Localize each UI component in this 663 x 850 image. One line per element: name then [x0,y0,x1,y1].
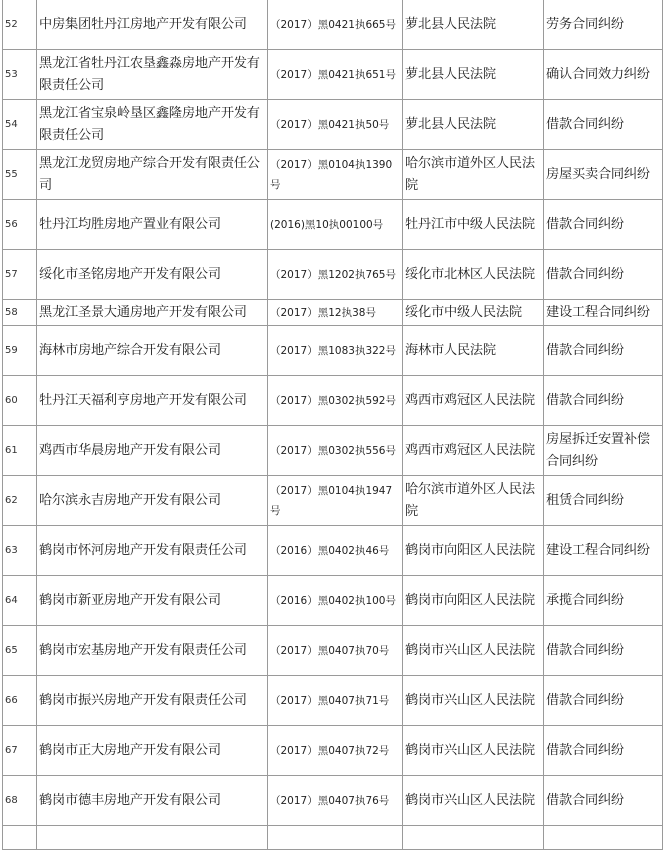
table-row [3,726,663,776]
company-name: 黑龙江省宝泉岭垦区鑫隆房地产开发有限责任公司 [37,100,268,150]
company-name: 绥化市圣铭房地产开发有限公司 [37,250,268,300]
table-row [3,250,663,300]
table-row [3,526,663,576]
company-name: 鹤岗市新亚房地产开发有限公司 [37,576,268,626]
case-type: 借款合同纠纷 [544,776,663,826]
case-type [544,826,663,850]
company-name: 黑龙江龙贸房地产综合开发有限责任公司 [37,150,268,200]
case-number: （2017）黑0302执556号 [268,426,403,476]
table-row [3,676,663,726]
table-row [3,150,663,200]
case-number: （2017）黑0407执72号 [268,726,403,776]
row-number: 68 [3,776,37,826]
court-name: 牡丹江市中级人民法院 [403,200,544,250]
table-row [3,300,663,326]
court-name: 海林市人民法院 [403,326,544,376]
row-number: 56 [3,200,37,250]
company-name: 中房集团牡丹江房地产开发有限公司 [37,0,268,50]
company-name [37,826,268,850]
case-type: 确认合同效力纠纷 [544,50,663,100]
company-name: 鹤岗市怀河房地产开发有限责任公司 [37,526,268,576]
company-name: 鹤岗市正大房地产开发有限公司 [37,726,268,776]
case-type: 借款合同纠纷 [544,200,663,250]
case-type: 借款合同纠纷 [544,100,663,150]
table-row [3,576,663,626]
case-type: 承揽合同纠纷 [544,576,663,626]
row-number: 58 [3,300,37,326]
court-name: 鹤岗市兴山区人民法院 [403,776,544,826]
case-type: 借款合同纠纷 [544,326,663,376]
court-name: 萝北县人民法院 [403,50,544,100]
case-number: (2016)黑10执00100号 [268,200,403,250]
court-name: 鹤岗市兴山区人民法院 [403,726,544,776]
court-name: 萝北县人民法院 [403,0,544,50]
case-number: （2017）黑0104执1390号 [268,150,403,200]
table-row [3,376,663,426]
court-name: 绥化市中级人民法院 [403,300,544,326]
court-name [403,826,544,850]
case-number: （2017）黑0407执70号 [268,626,403,676]
table-row [3,100,663,150]
enforcement-cases-table [2,0,663,850]
table-row [3,326,663,376]
case-number: （2016）黑0402执46号 [268,526,403,576]
court-name: 萝北县人民法院 [403,100,544,150]
row-number: 55 [3,150,37,200]
court-name: 鸡西市鸡冠区人民法院 [403,376,544,426]
company-name: 鹤岗市宏基房地产开发有限责任公司 [37,626,268,676]
court-name: 鹤岗市向阳区人民法院 [403,576,544,626]
company-name: 黑龙江省牡丹江农垦鑫淼房地产开发有限责任公司 [37,50,268,100]
case-number: （2017）黑0104执1947号 [268,476,403,526]
company-name: 鹤岗市德丰房地产开发有限公司 [37,776,268,826]
case-type: 借款合同纠纷 [544,250,663,300]
case-type: 劳务合同纠纷 [544,0,663,50]
table-row [3,200,663,250]
court-name: 哈尔滨市道外区人民法院 [403,476,544,526]
company-name: 海林市房地产综合开发有限公司 [37,326,268,376]
court-name: 哈尔滨市道外区人民法院 [403,150,544,200]
row-number: 62 [3,476,37,526]
company-name: 牡丹江天福利亨房地产开发有限公司 [37,376,268,426]
row-number: 65 [3,626,37,676]
table-row [3,0,663,50]
row-number [3,826,37,850]
row-number: 53 [3,50,37,100]
company-name: 鸡西市华晨房地产开发有限公司 [37,426,268,476]
row-number: 57 [3,250,37,300]
court-name: 鸡西市鸡冠区人民法院 [403,426,544,476]
case-type: 建设工程合同纠纷 [544,300,663,326]
case-type: 借款合同纠纷 [544,626,663,676]
row-number: 64 [3,576,37,626]
court-name: 鹤岗市兴山区人民法院 [403,676,544,726]
case-type: 租赁合同纠纷 [544,476,663,526]
company-name: 黑龙江圣景大通房地产开发有限公司 [37,300,268,326]
company-name: 哈尔滨永吉房地产开发有限公司 [37,476,268,526]
table-row [3,50,663,100]
company-name: 鹤岗市振兴房地产开发有限责任公司 [37,676,268,726]
table-row [3,826,663,850]
company-name: 牡丹江均胜房地产置业有限公司 [37,200,268,250]
case-type: 借款合同纠纷 [544,726,663,776]
row-number: 61 [3,426,37,476]
case-number: （2017）黑1083执322号 [268,326,403,376]
case-number: （2017）黑12执38号 [268,300,403,326]
case-number: （2017）黑0421执651号 [268,50,403,100]
court-name: 鹤岗市向阳区人民法院 [403,526,544,576]
case-number: （2017）黑0421执665号 [268,0,403,50]
table-row [3,776,663,826]
case-number: （2017）黑1202执765号 [268,250,403,300]
case-number: （2017）黑0421执50号 [268,100,403,150]
case-type: 房屋拆迁安置补偿合同纠纷 [544,426,663,476]
court-name: 鹤岗市兴山区人民法院 [403,626,544,676]
case-type: 借款合同纠纷 [544,676,663,726]
row-number: 59 [3,326,37,376]
case-number [268,826,403,850]
row-number: 63 [3,526,37,576]
case-number: （2017）黑0407执71号 [268,676,403,726]
case-number: （2017）黑0302执592号 [268,376,403,426]
case-type: 建设工程合同纠纷 [544,526,663,576]
row-number: 66 [3,676,37,726]
table-row [3,626,663,676]
table-row [3,426,663,476]
case-type: 房屋买卖合同纠纷 [544,150,663,200]
table-row [3,476,663,526]
row-number: 52 [3,0,37,50]
row-number: 67 [3,726,37,776]
case-number: （2016）黑0402执100号 [268,576,403,626]
case-type: 借款合同纠纷 [544,376,663,426]
row-number: 54 [3,100,37,150]
case-number: （2017）黑0407执76号 [268,776,403,826]
row-number: 60 [3,376,37,426]
court-name: 绥化市北林区人民法院 [403,250,544,300]
